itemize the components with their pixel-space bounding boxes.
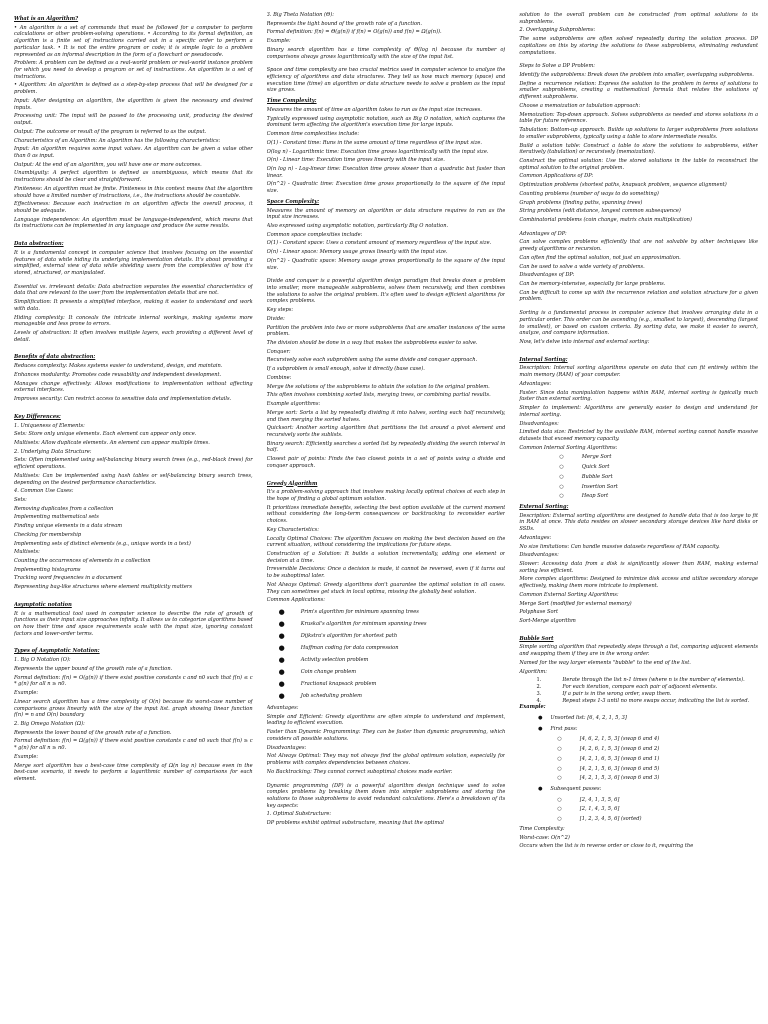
list-item <box>559 484 758 491</box>
paragraph: Identify the subproblems: Break down the problem into smaller, overlapping subproblems. <box>519 72 754 79</box>
paragraph: Binary search: Efficiently searches a sorted list by repeatedly dividing the search interval in half. <box>266 440 506 454</box>
paragraph: Time Complexity: <box>519 825 565 832</box>
paragraph: The division should be done in a way that makes the subproblems easier to solve. <box>266 340 478 347</box>
paragraph: Quicksort: Another sorting algorithm that partitions the list around a pivot element and recursively sorts the sublists. <box>266 425 506 438</box>
list-item <box>279 645 506 652</box>
paragraph: Problem: A problem can be defined as a real-world problem or real-world instance problem for which you need to develop a program or set of instructions. An algorithm is a set of instructions. <box>14 60 253 80</box>
paragraph: Divide: <box>266 315 285 322</box>
paragraph: Not Always Optimal: They may not always find the global optimum solution, especially for problems with complex dependencies between choices. <box>266 753 506 767</box>
paragraph: 1. Uniqueness of Elements: <box>14 422 85 429</box>
numbered-step <box>527 691 758 698</box>
paragraph: Combine: <box>266 374 292 381</box>
paragraph: Sets: <box>14 496 27 503</box>
list-item <box>557 766 758 773</box>
list-item <box>557 806 758 813</box>
paragraph: Irreversible Decisions: Once a decision is made, it cannot be reversed, even if it turns out to be suboptimal later. <box>266 566 506 580</box>
circle-bullet-icon: ○ <box>559 473 564 480</box>
list-item <box>279 657 506 664</box>
paragraph: Space and time complexity are two crucial metrics used in computer science to analyze the efficiency of algorithms and data structures. They tell us how much memory (space) and execution time (time) an algorithm or data structure needs to solve a problem as the input size grows. <box>266 67 506 94</box>
paragraph: Sets: Store only unique elements. Each element can appear only once. <box>14 431 197 438</box>
paragraph: Can be memory-intensive, especially for large problems. <box>519 281 666 287</box>
paragraph: Sorting is a fundamental process in computer science that involves arranging data in a particular order. This order can be ascending (e.g., smallest to largest), descending (largest to smallest), or based on custom criteria. By sorting data, we make it easier to search, analyze, and compare information. <box>519 310 759 337</box>
spacer <box>267 472 506 477</box>
paragraph: O(1) - Constant time: Runs in the same amount of time regardless of the input size. <box>266 139 483 146</box>
list-item <box>279 633 506 640</box>
list-item-text: Prim's algorithm for minimum spanning trees <box>300 609 419 616</box>
circle-bullet-icon: ○ <box>557 755 562 762</box>
section-heading: Types of Asymptotic Notation: <box>14 648 100 655</box>
paragraph: Essential vs. irrelevant details: Data abstraction separates the essential characteristics of data that are relevant to the user from the implementation details that are not. <box>14 283 253 297</box>
paragraph: Simplification: It presents a simplified interface, making it easier to understand and work with data. <box>14 299 253 312</box>
bullet-icon: ● <box>278 668 285 677</box>
bullet-icon: ● <box>278 620 285 629</box>
paragraph: Example: <box>14 690 39 697</box>
paragraph: Implementing mathematical sets <box>14 514 99 521</box>
paragraph: More complex algorithms: Designed to minimize disk access and utilize secondary storage effectively, making them more intricate to implement. <box>519 576 759 590</box>
list-item-text: First pass: <box>550 725 578 732</box>
paragraph: Partition the problem into two or more subproblems that are smaller instances of the same problem. <box>266 324 506 338</box>
paragraph: Advantages: <box>519 380 552 387</box>
circle-bullet-icon: ○ <box>557 765 562 772</box>
step-number: 4. <box>536 697 542 704</box>
circle-list <box>559 454 758 500</box>
paragraph: Sort-Merge algorithm <box>519 618 576 625</box>
paragraph: Occurs when the list is in reverse order or close to it, requiring the <box>519 843 694 850</box>
paragraph: Simple and Efficient: Greedy algorithms are often simple to understand and implement, leading to efficient execution. <box>266 713 506 727</box>
paragraph: The same subproblems are often solved repeatedly during the solution process. DP capitalizes on this by storing the solutions to these subproblems, eliminating redundant computations. <box>519 36 759 56</box>
paragraph: Also expressed using asymptotic notation, particularly Big O notation. <box>266 222 449 229</box>
circle-bullet-icon: ○ <box>557 816 562 823</box>
paragraph: Common space complexities include: <box>266 231 363 238</box>
spacer <box>14 345 253 350</box>
list-item <box>279 669 506 676</box>
paragraph: Finding unique elements in a data stream <box>14 523 123 530</box>
paragraph: Multisets: Allow duplicate elements. An element can appear multiple times. <box>14 439 210 446</box>
list-item <box>557 746 758 753</box>
paragraph: Locally Optimal Choices: The algorithm focuses on making the best decision based on the current situation, without considering the implications for future steps. <box>266 535 506 549</box>
paragraph: Description: External sorting algorithms are designed to handle data that is too large to fit in RAM at once. This data resides on slower secondary storage devices like hard disks or SSDs. <box>519 512 759 533</box>
column-1 <box>14 12 253 1018</box>
paragraph: Input: After designing an algorithm, the algorithm is given the necessary and desired inputs. <box>14 97 253 111</box>
paragraph: Dynamic programming (DP) is a powerful algorithm design technique used to solve complex problems by breaking them down into simpler subproblems and storing the solutions to those subproblems to avoid redundant calculations. Here's a breakdown of its key aspects: <box>266 782 506 809</box>
circle-bullet-icon: ○ <box>559 483 564 490</box>
paragraph: Key steps: <box>266 307 294 314</box>
paragraph: Tracking word frequencies in a document <box>14 575 123 582</box>
paragraph: It prioritizes immediate benefits, selecting the best option available at the current moment without considering the long-term consequences or backtracking to reconsider earlier choices. <box>266 504 506 525</box>
section-heading: Time Complexity: <box>266 98 317 105</box>
spacer <box>14 593 253 598</box>
column-3 <box>519 12 758 1018</box>
list-item-text: Merge Sort <box>581 454 612 461</box>
circle-bullet-icon: ○ <box>559 493 564 500</box>
paragraph: Improves security: Can restrict access to sensitive data and implementation details. <box>14 396 232 403</box>
list-item-text: Heap Sort <box>581 493 609 500</box>
section-heading: Data abstraction: <box>14 241 64 248</box>
paragraph: 2. Big Omega Notation (Ω): <box>14 720 85 727</box>
bullet-icon: ● <box>278 692 285 701</box>
paragraph: Define a recurrence relation: Express the solution to the problem in terms of solutions to smaller subproblems, creating a mathematical formula that relates the solutions of different subproblems. <box>519 80 759 101</box>
list-item-text: Subsequent passes: <box>550 785 602 792</box>
section-heading: Space Complexity: <box>266 198 320 205</box>
paragraph: O(log n) - Logarithmic time: Execution time grows logarithmically with the input size. <box>266 148 489 155</box>
paragraph: Checking for membership <box>14 531 82 538</box>
circle-bullet-icon: ○ <box>557 806 562 813</box>
paragraph: Choose a memoization or tabulation approach: <box>519 102 641 109</box>
paragraph: Processing unit: The input will be passed to the processing unit, producing the desired output. <box>14 113 253 127</box>
paragraph: Optimization problems (shortest paths, knapsack problem, sequence alignment) <box>519 182 727 189</box>
step-text: For each iteration, compare each pair of adjacent elements. <box>562 684 718 691</box>
paragraph: Merge Sort (modified for external memory) <box>519 600 632 607</box>
paragraph: Represents the lower bound of the growth rate of a function. <box>14 729 172 736</box>
list-item <box>279 681 506 688</box>
paragraph: Faster: Since data manipulation happens within RAM, internal sorting is typically much faster than external sorting. <box>519 389 759 403</box>
paragraph: Multisets: <box>14 549 40 556</box>
paragraph: O(n) - Linear time: Execution time grows linearly with the input size. <box>266 157 445 164</box>
paragraph: Disadvantages of DP: <box>519 272 575 279</box>
list-item <box>279 609 506 616</box>
spacer <box>519 627 758 632</box>
paragraph: Multisets: Can be implemented using hash tables or self-balancing binary search trees, depending on the desired performance characteristics. <box>14 472 253 486</box>
paragraph: Removing duplicates from a collection <box>14 505 114 512</box>
paragraph: String problems (edit distance, longest common subsequence) <box>519 208 681 215</box>
list-item-text: Unsorted list: [6, 4, 2, 1, 5, 3] <box>550 714 627 721</box>
paragraph: Advantages: <box>266 705 299 712</box>
list-item-text: Job scheduling problem <box>300 693 362 700</box>
paragraph: Effectiveness: Because each instruction in an algorithm affects the overall process, it should be adequate. <box>14 201 253 214</box>
paragraph: Not Always Optimal: Greedy algorithms don't guarantee the optimal solution in all cases. They can sometimes get stuck in local optima, missing the globally best solution. <box>266 581 506 595</box>
paragraph: No size limitations: Can handle massive datasets regardless of RAM capacity. <box>519 543 720 550</box>
paragraph: O(1) - Constant space: Uses a constant amount of memory regardless of the input size. <box>266 240 492 247</box>
list-item <box>557 797 758 804</box>
paragraph: Can often find the optimal solution, not just an approximation. <box>519 254 681 261</box>
list-item-text: [2, 1, 4, 3, 5, 6] <box>579 806 620 813</box>
paragraph: Example: <box>14 753 39 760</box>
list-item <box>559 464 758 471</box>
paragraph: Construct the optimal solution: Use the stored solutions in the table to reconstruct the optimal solution to the original problem. <box>519 157 759 171</box>
bullet-icon: ● <box>538 714 543 721</box>
paragraph: Hiding complexity: It conceals the intricate internal workings, making systems more manageable and less prone to errors. <box>14 314 253 328</box>
paragraph: No Backtracking: They cannot correct suboptimal choices made earlier. <box>266 768 453 775</box>
paragraph: Representing bag-like structures where element multiplicity matters <box>14 584 192 591</box>
spacer <box>14 232 253 237</box>
circle-bullet-icon: ○ <box>559 454 564 461</box>
list-item-text: [4, 2, 1, 6, 5, 3] (swap 6 and 1) <box>579 755 660 762</box>
paragraph: If a subproblem is small enough, solve it directly (base case). <box>266 366 425 373</box>
circle-bullet-icon: ○ <box>557 736 562 743</box>
list-item-text: [4, 6, 2, 1, 5, 3] (swap 6 and 4) <box>579 736 660 743</box>
paragraph: Algorithm: <box>519 668 547 675</box>
paragraph: Merge sort: Sorts a list by repeatedly dividing it into halves, sorting each half recursively, and then merging the sorted halves. <box>266 409 506 423</box>
paragraph: Typically expressed using asymptotic notation, such as Big O notation, which captures the dominant term affecting the algorithm's execution time for large inputs. <box>266 115 506 129</box>
paragraph: Common Applications: <box>266 597 325 604</box>
list-item <box>557 775 758 782</box>
paragraph: 2. Overlapping Subproblems: <box>519 27 596 34</box>
circle-bullet-icon: ○ <box>557 746 562 753</box>
paragraph: Polyphase Sort <box>519 609 559 616</box>
list-item <box>279 693 506 700</box>
paragraph: Advantages of DP: <box>519 230 567 237</box>
paragraph: Counting the occurrences of elements in a collection <box>14 558 151 564</box>
circle-list <box>557 736 758 782</box>
list-item-text: [4, 2, 6, 1, 5, 3] (swap 6 and 2) <box>579 746 660 753</box>
paragraph: It is a fundamental concept in computer science that involves focusing on the essential features of data while hiding its underlying implementation details. It's about providing a simplified, external view of data while shielding users from the complexities of how it's stored, structured, or manipulated. <box>14 249 253 276</box>
paragraph: Binary search algorithm has a time complexity of Θ(log n) because its number of comparisons always grows logarithmically with the size of the input list. <box>266 46 506 60</box>
list-item-text: Fractional knapsack problem <box>300 681 377 688</box>
paragraph: Advantages: <box>519 534 552 541</box>
paragraph: Graph problems (finding paths, spanning trees) <box>519 199 643 206</box>
paragraph: Unambiguity: A perfect algorithm is defined as unambiguous, which means that its instructions should be clear and straightforward. <box>14 170 253 184</box>
paragraph: Tabulation: Bottom-up approach. Builds up solutions to larger subproblems from solutions to smaller subproblems, typically using a table to store intermediate results. <box>519 127 759 140</box>
section-heading: Internal Sorting: <box>519 356 568 363</box>
paragraph: Build a solution table: Construct a table to store the solutions to subproblems, either iteratively (tabulation) or recursively (memoization). <box>519 142 759 156</box>
list-item-text: Huffman coding for data compression <box>300 645 399 652</box>
paragraph: Formal definition: f(n) = Θ(g(n)) if f(n) = O(g(n)) and f(n) = Ω(g(n)). <box>266 29 442 36</box>
paragraph: Now, let's delve into internal and external sorting: <box>519 339 650 346</box>
paragraph: Conquer: <box>266 348 291 355</box>
numbered-step <box>527 684 758 691</box>
paragraph: Named for the way larger elements "bubble" to the end of the list. <box>519 659 691 666</box>
paragraph: • An algorithm is a set of commands that must be followed for a computer to perform calculations or other problem-solving operations. • According to its formal definition, an algorithm is a finite set of instructions carried out in a specific order to perform a particular task. • It is not the entire program or code; it is simple logic to a problem represented as an informal description in the form of a flowchart or pseudocode. <box>14 24 253 58</box>
list-item <box>557 816 758 823</box>
list-item <box>557 756 758 763</box>
numbered-step <box>527 677 758 684</box>
paragraph: This often involves combining sorted lists, merging trees, or combining partial results. <box>266 392 491 399</box>
list-item <box>279 621 506 628</box>
bullet-icon: ● <box>278 656 285 665</box>
circle-bullet-icon: ○ <box>559 464 564 471</box>
list-item <box>533 715 758 722</box>
paragraph: Output: At the end of an algorithm, you will have one or more outcomes. <box>14 161 202 168</box>
list-item <box>533 786 758 793</box>
spacer <box>519 348 758 353</box>
paragraph: Faster than Dynamic Programming: They can be faster than dynamic programming, which considers all possible solutions. <box>266 729 506 742</box>
list-item-text: Activity selection problem <box>300 657 369 664</box>
paragraph: Formal definition: f(n) = O(g(n)) if there exist positive constants c and n0 such that f(n) ≤ c * g(n) for all n ≥ n0. <box>14 674 253 688</box>
step-number: 2. <box>536 684 542 691</box>
circle-bullet-icon: ○ <box>557 775 562 782</box>
list-item <box>533 726 758 733</box>
paragraph: Merge the solutions of the subproblems to obtain the solution to the original problem. <box>266 383 490 390</box>
paragraph: Can be used to solve a wide variety of problems. <box>519 263 645 270</box>
paragraph: Linear search algorithm has a time complexity of O(n) because its worst-case number of comparisons grows linearly with the size of the input list. graph showing linear function f(n) = n and O(n) boundary <box>14 698 253 719</box>
paragraph: Output: The outcome or result of the program is referred to as the output. <box>14 128 207 135</box>
bullet-icon: ● <box>278 680 285 689</box>
paragraph: Divide and conquer is a powerful algorithm design paradigm that breaks down a problem into smaller, more manageable subproblems, solves them recursively, and then combines the solutions to solve the original problem. It's often used to design efficient algorithms for complex problems. <box>266 278 506 305</box>
bullet-icon: ● <box>278 644 285 653</box>
paragraph: It is a mathematical tool used in computer science to describe the rate of growth of functions as their input size approaches infinity. It allows us to categorize algorithms based on how their time and space requirements scale with the input size, ignoring constant factors and lower-order terms. <box>14 610 253 637</box>
circle-list <box>557 797 758 823</box>
section-heading: Bubble Sort <box>519 635 554 642</box>
list-item-text: Dijkstra's algorithm for shortest path <box>300 633 398 640</box>
list-item-text: Insertion Sort <box>581 483 618 490</box>
paragraph: Merge sort algorithm has a best-case time complexity of Ω(n log n) because even in the best-case scenario, it needs to perform a logarithmic number of comparisons for each element. <box>14 762 253 782</box>
paragraph: Steps to Solve a DP Problem: <box>519 63 595 70</box>
section-heading: Greedy Algorithm <box>266 480 318 487</box>
paragraph: Manages change effectively: Allows modifications to implementation without affecting external interfaces. <box>14 380 253 394</box>
list-item <box>557 736 758 743</box>
spacer <box>14 405 253 410</box>
list-item-text: [1, 2, 3, 4, 5, 6] (sorted) <box>579 816 642 823</box>
paragraph: 1. Big O Notation (O): <box>14 657 71 664</box>
paragraph: Recursively solve each subproblem using the same divide and conquer approach. <box>266 357 478 364</box>
paragraph: Formal definition: f(n) = Ω(g(n)) if there exist positive constants c and n0 such that f(n) ≥ c * g(n) for all n ≥ n0. <box>14 738 253 752</box>
paragraph: Construction of a Solution: It builds a solution incrementally, adding one element or decision at a time. <box>266 551 506 564</box>
paragraph: Limited data size: Restricted by the available RAM, internal sorting cannot handle massive datasets that exceed memory capacity. <box>519 429 759 442</box>
paragraph: Can solve complex problems efficiently that are not solvable by other techniques like greedy algorithms or recursion. <box>519 239 759 253</box>
section-heading: What is an Algorithm? <box>14 16 79 22</box>
bullet-icon: ● <box>278 632 285 641</box>
paragraph: Disadvantages: <box>519 420 559 427</box>
paragraph: Disadvantages: <box>519 552 559 559</box>
paragraph: O(n^2) - Quadratic time: Execution time grows proportionally to the square of the input size. <box>266 181 506 195</box>
list-item <box>559 474 758 481</box>
paragraph: Enhances modularity: Promotes code reusability and independent development. <box>14 371 222 378</box>
paragraph: Simpler to implement: Algorithms are generally easier to design and understand for internal sorting. <box>519 405 759 418</box>
paragraph: Represents the upper bound of the growth rate of a function. <box>14 665 173 672</box>
paragraph: DP problems exhibit optimal substructure, meaning that the optimal <box>266 820 444 827</box>
paragraph: Simple sorting algorithm that repeatedly steps through a list, comparing adjacent elements and swapping them if they are in the wrong order. <box>519 644 759 658</box>
paragraph: Can be difficult to come up with the recurrence relation and solution structure for a given problem. <box>519 289 759 303</box>
section-heading: External Sorting: <box>519 503 569 510</box>
paragraph: O(n log n) - Log-linear time: Execution time grows slower than a quadratic but faster than linear. <box>266 165 506 179</box>
numbered-step <box>527 698 758 705</box>
list-item-text: Quick Sort <box>581 464 610 471</box>
paragraph: Worst-case: O(n^2) <box>519 834 570 841</box>
example-label: Example: <box>519 704 546 711</box>
paragraph: Levels of abstraction: It often involves multiple layers, each providing a different level of detail. <box>14 330 253 343</box>
list-item-text: Bubble Sort <box>581 473 613 480</box>
column-2 <box>267 12 506 1018</box>
section-heading: Asymptotic notation <box>14 601 72 608</box>
paragraph: 3. Big Theta Notation (Θ): <box>266 12 334 18</box>
paragraph: solution to the overall problem can be constructed from optimal solutions to its subproblems. <box>519 12 759 25</box>
paragraph: Common External Sorting Algorithms: <box>519 591 619 598</box>
paragraph: Language independence: An algorithm must be language-independent, which means that its instructions can be implemented in any language and produce the same results. <box>14 216 253 230</box>
list-item-text: Kruskal's algorithm for minimum spanning trees <box>300 621 427 628</box>
paragraph: 1. Optimal Substructure: <box>266 811 332 818</box>
paragraph: It's a problem-solving approach that involves making locally optimal choices at each step in the hope of finding a global optimum solution. <box>266 489 506 502</box>
paragraph: Measures the amount of time an algorithm takes to run as the input size increases. <box>266 106 482 113</box>
section-heading: Benefits of data abstraction: <box>14 354 96 361</box>
paragraph: Sets: Often implemented using self-balancing binary search trees (e.g., red-black trees) for efficient operations. <box>14 457 253 471</box>
bullet-icon: ● <box>278 608 285 617</box>
paragraph: Characteristics of an Algorithm: An algorithm has the following characteristics: <box>14 137 221 144</box>
paragraph: Slower: Accessing data from a disk is significantly slower than RAM, making external sorting less efficient. <box>519 561 759 574</box>
paragraph: Implementing histograms <box>14 566 81 573</box>
paragraph: Closest pair of points: Finds the two closest points in a set of points using a divide and conquer approach. <box>266 456 506 469</box>
paragraph: Finiteness: An algorithm must be finite. Finiteness in this context means that the algorithm should have a limited number of instructions, i.e., the instructions should be countable. <box>14 185 253 199</box>
paragraph: O(n) - Linear space: Memory usage grows linearly with the input size. <box>266 249 448 256</box>
paragraph: Represents the tight bound of the growth rate of a function. <box>266 20 422 27</box>
paragraph: Example algorithms: <box>266 401 321 408</box>
paragraph: Reduces complexity: Makes systems easier to understand, design, and maintain. <box>14 363 223 370</box>
circle-bullet-icon: ○ <box>557 796 562 803</box>
list-item <box>559 454 758 461</box>
paragraph: Key Characteristics: <box>266 526 319 533</box>
paragraph: Memoization: Top-down approach. Solves subproblems as needed and stores solutions in a table for future reference. <box>519 111 759 125</box>
list-item-text: [4, 2, 1, 5, 6, 3] (swap 6 and 5) <box>579 765 660 772</box>
spacer <box>14 639 253 644</box>
step-text: Repeat steps 1-3 until no more swaps occur, indicating the list is sorted. <box>562 697 750 704</box>
list-item-text: Coin change problem <box>300 669 357 676</box>
paragraph: Measures the amount of memory an algorithm or data structure requires to run as the input size increases. <box>266 207 506 221</box>
paragraph: Common time complexities include: <box>266 131 360 138</box>
paragraph: 4. Common Use Cases: <box>14 488 74 495</box>
bullet-icon: ● <box>538 725 543 732</box>
paragraph: Disadvantages: <box>266 744 307 751</box>
bullet-icon: ● <box>538 785 543 792</box>
paragraph: Input: An algorithm requires some input values. An algorithm can be given a value other than 0 as input. <box>14 146 253 159</box>
paragraph: O(n^2) - Quadratic space: Memory usage grows proportionally to the square of the input size. <box>266 257 506 271</box>
step-text: Iterate through the list n-1 times (where n is the number of elements). <box>562 677 745 684</box>
paragraph: Description: Internal sorting algorithms operate on data that can fit entirely within the main memory (RAM) of your computer. <box>519 365 759 379</box>
paragraph: • Algorithm: An algorithm is defined as a step-by-step process that will be designed for a problem. <box>14 82 253 96</box>
paragraph: Combinatorial problems (coin change, matrix chain multiplication) <box>519 216 692 223</box>
section-heading: Key Differences: <box>14 413 61 420</box>
paragraph: Example: <box>266 38 291 45</box>
list-item-text: [4, 2, 1, 5, 3, 6] (swap 6 and 3) <box>579 775 660 782</box>
step-number: 3. <box>536 690 542 697</box>
step-text: If a pair is in the wrong order, swap them. <box>562 690 672 697</box>
step-number: 1. <box>536 677 542 684</box>
list-item <box>559 493 758 500</box>
list-item-text: [2, 4, 1, 3, 5, 6] <box>579 796 620 803</box>
bullet-list <box>267 609 506 700</box>
paragraph: Common Internal Sorting Algorithms: <box>519 444 618 451</box>
paragraph: Implementing sets of distinct elements (e.g., unique words in a text) <box>14 540 191 547</box>
paragraph: Counting problems (number of ways to do something) <box>519 190 659 197</box>
paragraph: 2. Underlying Data Structure: <box>14 448 92 455</box>
paragraph: Common Applications of DP: <box>519 173 594 180</box>
